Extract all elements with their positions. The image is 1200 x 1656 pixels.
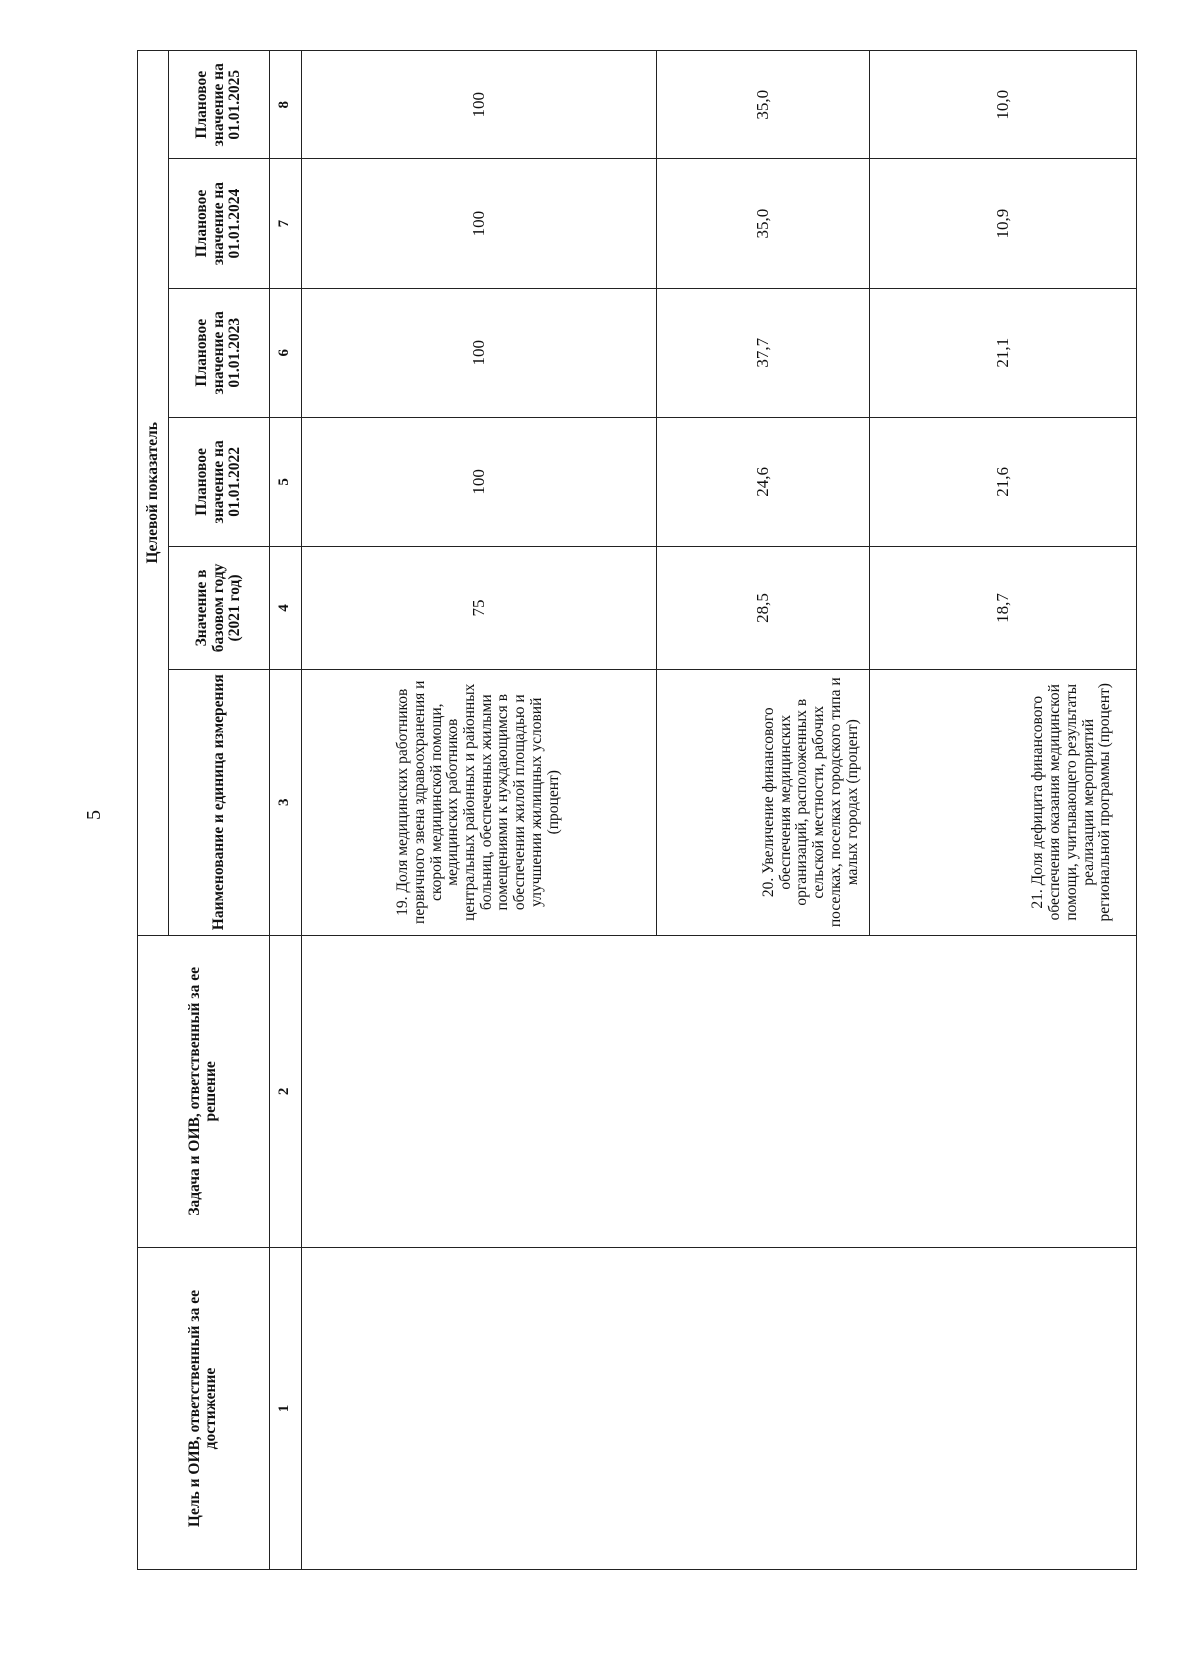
header-goal: Цель и ОИВ, ответственный за ее достижение	[138, 1248, 270, 1570]
header-base-value: Значение в базовом году (2021 год)	[168, 546, 269, 669]
plan-value-2025: 10,0	[870, 51, 1137, 159]
plan-value-2023: 100	[301, 288, 657, 417]
column-number: 6	[269, 288, 301, 417]
header-plan-2024: Плановое значение на 01.01.2024	[168, 159, 269, 288]
plan-value-2024: 35,0	[657, 159, 870, 288]
header-plan-2022: Плановое значение на 01.01.2022	[168, 417, 269, 546]
table-row	[301, 51, 657, 1570]
column-number: 1	[269, 1248, 301, 1570]
column-number: 3	[269, 669, 301, 935]
plan-value-2023: 21,1	[870, 288, 1137, 417]
column-number: 5	[269, 417, 301, 546]
goal-cell	[301, 1248, 1137, 1570]
page-number: 5	[83, 810, 105, 820]
plan-value-2024: 10,9	[870, 159, 1137, 288]
plan-value-2025: 100	[301, 51, 657, 159]
plan-value-2022: 100	[301, 417, 657, 546]
plan-value-2023: 37,7	[657, 288, 870, 417]
header-name-unit: Наименование и единица измерения	[168, 669, 269, 935]
header-target-indicator: Целевой показатель	[138, 51, 169, 936]
plan-value-2022: 24,6	[657, 417, 870, 546]
task-cell	[301, 935, 1137, 1248]
indicator-name: 19. Доля медицинских работников первичного звена здравоохранения и скорой медицинской помощи, медицинских работников центральных районных и районных больниц, обеспеченных жилыми помещениями к нуждающимся в обеспечении жилой площадью и улучшении жилищных условий (процент)	[301, 669, 657, 935]
header-plan-2023: Плановое значение на 01.01.2023	[168, 288, 269, 417]
column-number-row	[269, 51, 301, 1570]
rotated-page-area	[137, 50, 1137, 1570]
plan-value-2025: 35,0	[657, 51, 870, 159]
header-task: Задача и ОИВ, ответственный за ее решение	[138, 935, 270, 1248]
column-number: 2	[269, 935, 301, 1248]
plan-value-2024: 100	[301, 159, 657, 288]
rotated-table-wrapper	[137, 50, 1137, 1570]
column-number: 4	[269, 546, 301, 669]
group-header-row	[138, 51, 169, 1570]
plan-value-2022: 21,6	[870, 417, 1137, 546]
column-number: 7	[269, 159, 301, 288]
base-value: 75	[301, 546, 657, 669]
indicator-name: 20. Увеличение финансового обеспечения медицинских организаций, расположенных в сельской местности, рабочих поселках, поселках городского типа и малых городах (процент)	[657, 669, 870, 935]
header-plan-2025: Плановое значение на 01.01.2025	[168, 51, 269, 159]
base-value: 18,7	[870, 546, 1137, 669]
base-value: 28,5	[657, 546, 870, 669]
indicator-name: 21. Доля дефицита финансового обеспечения оказания медицинской помощи, учитывающего результаты реализации мероприятий региональной программы (процент)	[870, 669, 1137, 935]
column-number: 8	[269, 51, 301, 159]
targets-table	[137, 50, 1137, 1570]
